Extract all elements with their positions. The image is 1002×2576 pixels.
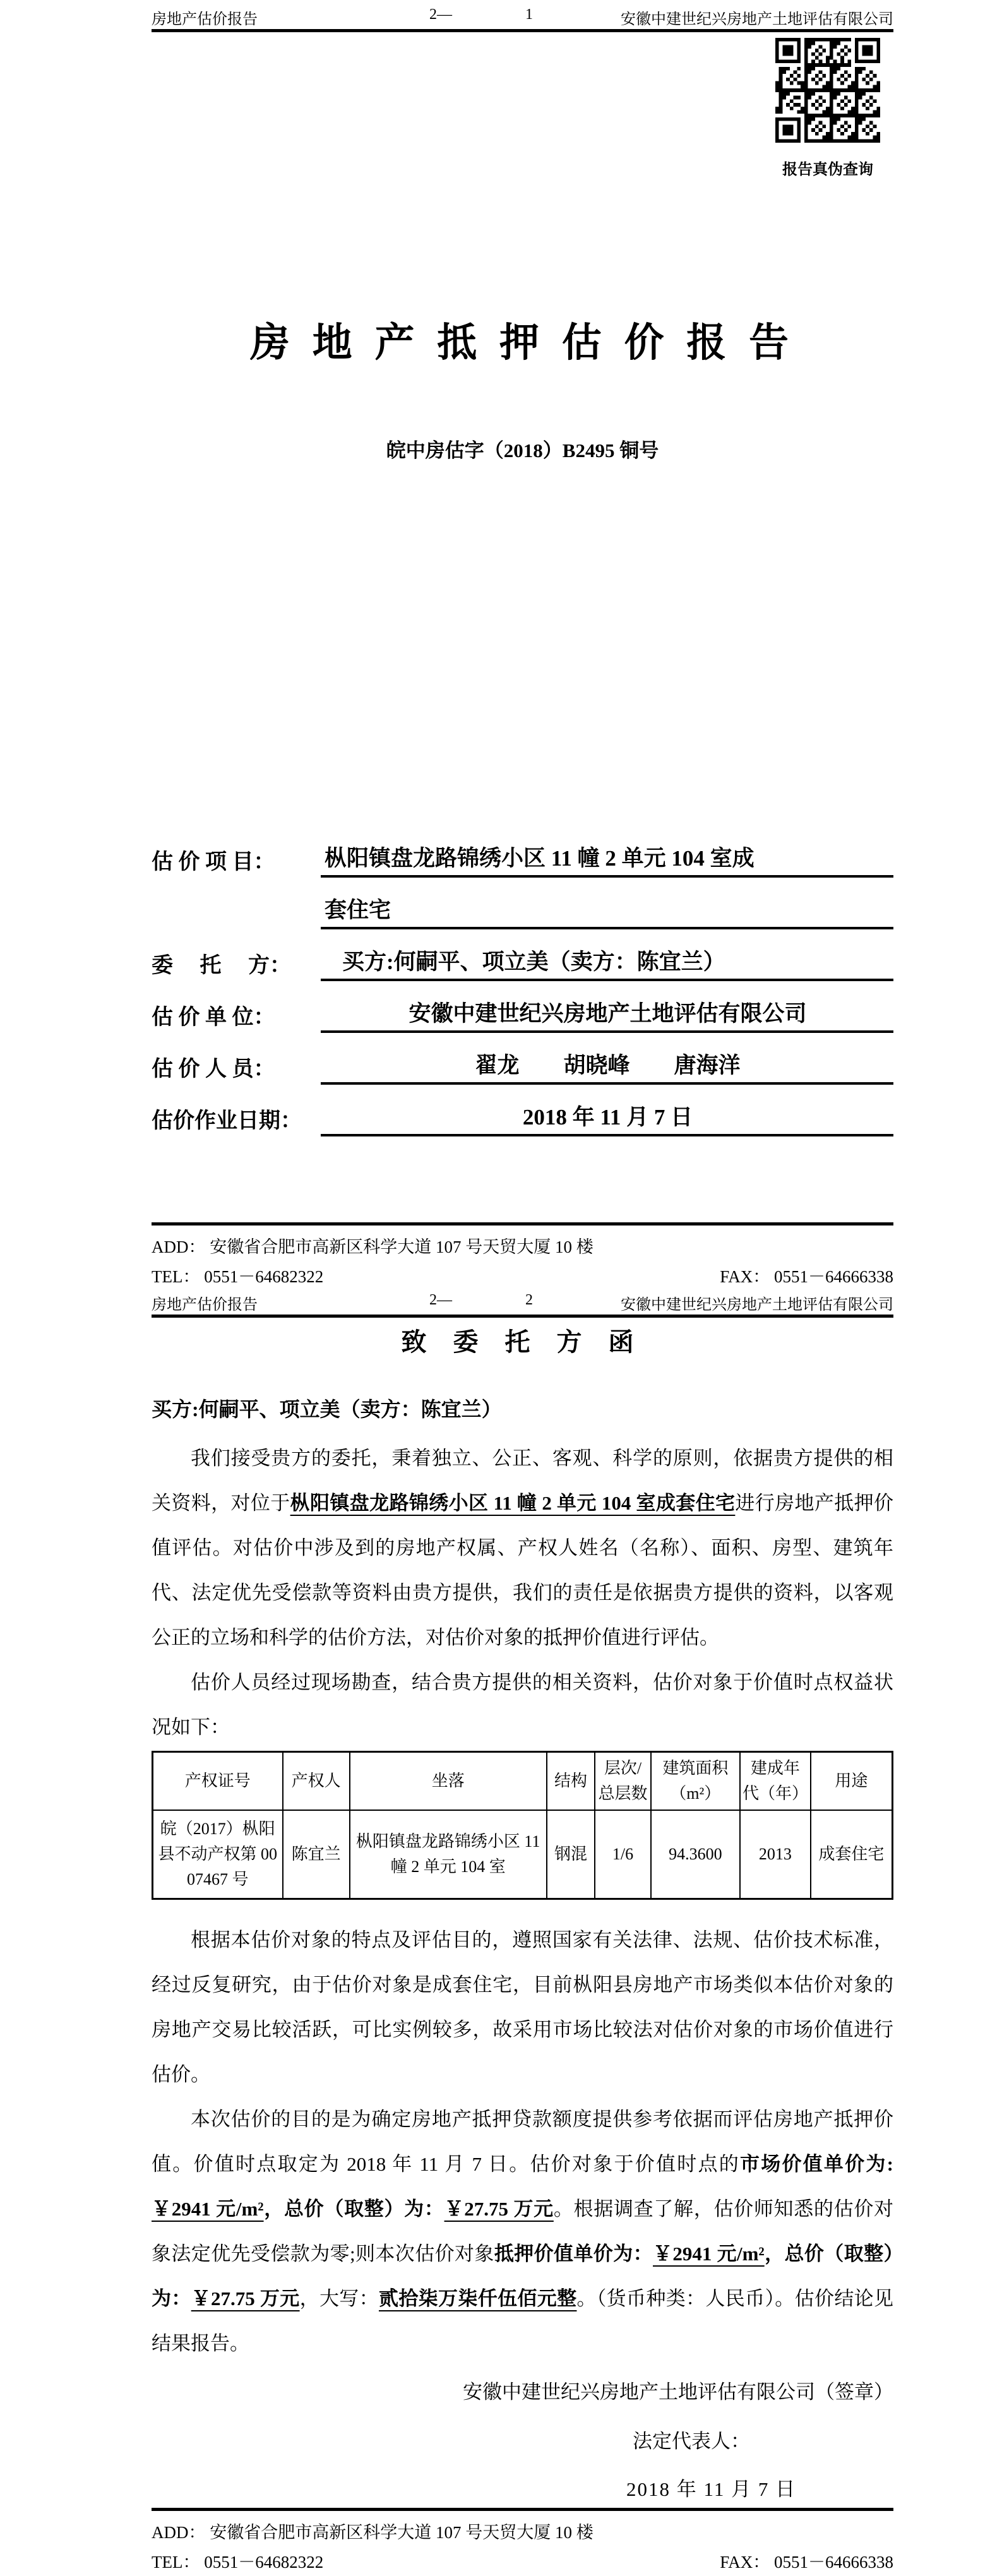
field-row-agency bbox=[152, 981, 893, 1033]
field-label-spacer bbox=[152, 927, 321, 929]
signature-date: 2018 年 11 月 7 日 bbox=[626, 2478, 797, 2500]
header-page-total: 2— bbox=[429, 1292, 452, 1308]
field-row-project-cont bbox=[152, 878, 893, 929]
col-floor: 层次/总层数 bbox=[595, 1752, 650, 1811]
field-value-date: 2018 年 11 月 7 日 bbox=[321, 1100, 893, 1136]
footer-fax: FAX： 0551－64666338 bbox=[720, 2553, 893, 2572]
cell-use: 成套住宅 bbox=[811, 1810, 893, 1899]
qr-caption: 报告真伪查询 bbox=[782, 162, 873, 178]
signature-company: 安徽中建世纪兴房地产土地评估有限公司（签章） bbox=[463, 2381, 893, 2403]
field-row-date bbox=[152, 1085, 893, 1136]
page1-running-footer bbox=[152, 1222, 893, 1287]
cell-structure: 钢混 bbox=[547, 1810, 595, 1899]
field-label-staff: 估 价 人 员： bbox=[152, 1058, 275, 1081]
qr-code bbox=[775, 38, 880, 143]
footer-tel: TEL： 0551－64682322 bbox=[152, 2553, 324, 2572]
cell-floor: 1/6 bbox=[595, 1810, 650, 1899]
paragraph-4: 本次估价的目的是为确定房地产抵押贷款额度提供参考依据而评估房地产抵押价值。价值时点取定为 2018 年 11 月 7 日。估价对象于价值时点的市场价值单价为: ￥2941 元/m²，总价（取整）为：￥27.75 万元。根据调查了解，估价师知悉的估价对象法定优先受偿款为零;则本次估价对象抵押价值单价为：￥2941 元/m²，总价（取整）为：￥27.75 万元，大写：贰拾柒万柒仟伍佰元整。（货币种类：人民币）。估价结论见结果报告。 bbox=[152, 2108, 894, 2354]
field-value-client: 买方:何嗣平、项立美（卖方：陈宜兰） bbox=[321, 945, 893, 981]
cell-owner: 陈宜兰 bbox=[283, 1810, 350, 1899]
property-rights-table bbox=[152, 1751, 893, 1900]
field-row-client bbox=[152, 929, 893, 981]
footer-address: ADD： 安徽省合肥市高新区科学大道 107 号天贸大厦 10 楼 bbox=[152, 2523, 593, 2542]
field-row-project bbox=[152, 826, 893, 878]
field-row-staff bbox=[152, 1033, 893, 1085]
header-doc-type: 房地产估价报告 bbox=[152, 1297, 258, 1313]
signature-legal-rep: 法定代表人： bbox=[633, 2430, 750, 2452]
header-company-name: 安徽中建世纪兴房地产土地评估有限公司 bbox=[621, 1297, 893, 1313]
field-value-project-line2: 套住宅 bbox=[321, 893, 893, 929]
page1-running-header bbox=[152, 6, 893, 32]
cell-location: 枞阳镇盘龙路锦绣小区 11 幢 2 单元 104 室 bbox=[350, 1810, 547, 1899]
field-value-staff: 翟龙 胡晓峰 唐海洋 bbox=[321, 1048, 893, 1085]
cell-year: 2013 bbox=[740, 1810, 811, 1899]
cell-cert-no: 皖（2017）枞阳县不动产权第 0007467 号 bbox=[153, 1810, 283, 1899]
footer-address: ADD： 安徽省合肥市高新区科学大道 107 号天贸大厦 10 楼 bbox=[152, 1237, 593, 1256]
report-number: 皖中房估字（2018）B2495 铜号 bbox=[386, 439, 659, 462]
letter-title: 致 委 托 方 函 bbox=[401, 1328, 644, 1356]
report-title: 房 地 产 抵 押 估 价 报 告 bbox=[250, 321, 795, 365]
field-value-agency: 安徽中建世纪兴房地产土地评估有限公司 bbox=[321, 996, 893, 1033]
col-owner: 产权人 bbox=[283, 1752, 350, 1811]
col-area: 建筑面积（m²） bbox=[651, 1752, 740, 1811]
header-page-number: 1 bbox=[525, 6, 533, 23]
field-value-project-line1: 枞阳镇盘龙路锦绣小区 11 幢 2 单元 104 室成 bbox=[321, 841, 893, 878]
cover-fields bbox=[152, 826, 893, 1136]
letter-body bbox=[152, 1325, 893, 2510]
table-row bbox=[153, 1810, 893, 1899]
cell-area: 94.3600 bbox=[651, 1810, 740, 1899]
header-doc-type: 房地产估价报告 bbox=[152, 11, 258, 28]
header-page-total: 2— bbox=[429, 6, 452, 23]
field-label-agency: 估 价 单 位： bbox=[152, 1006, 275, 1029]
footer-tel: TEL： 0551－64682322 bbox=[152, 1267, 324, 1286]
field-label-client: 委 托 方： bbox=[152, 954, 291, 977]
col-location: 坐落 bbox=[350, 1752, 547, 1811]
footer-fax: FAX： 0551－64666338 bbox=[720, 1267, 893, 1286]
col-cert-no: 产权证号 bbox=[153, 1752, 283, 1811]
header-page-number: 2 bbox=[525, 1292, 533, 1308]
table-header-row bbox=[153, 1752, 893, 1811]
paragraph-3: 根据本估价对象的特点及评估目的，遵照国家有关法律、法规、估价技术标准，经过反复研究，由于估价对象是成套住宅，目前枞阳县房地产市场类似本估价对象的房地产交易比较活跃，可比实例较多，故采用市场比较法对估价对象的市场价值进行估价。 bbox=[152, 1929, 893, 2085]
page2-running-footer bbox=[152, 2508, 893, 2573]
col-year: 建成年代（年） bbox=[740, 1752, 811, 1811]
paragraph-2: 估价人员经过现场勘查，结合贵方提供的相关资料，估价对象于价值时点权益状况如下： bbox=[152, 1671, 893, 1738]
letter-recipient: 买方:何嗣平、项立美（卖方：陈宜兰） bbox=[152, 1398, 502, 1421]
page2-running-header bbox=[152, 1292, 893, 1318]
field-label-date: 估价作业日期： bbox=[152, 1109, 302, 1133]
header-company-name: 安徽中建世纪兴房地产土地评估有限公司 bbox=[621, 11, 893, 28]
qr-block bbox=[775, 38, 880, 179]
paragraph-1: 我们接受贵方的委托，秉着独立、公正、客观、科学的原则，依据贵方提供的相关资料，对位于枞阳镇盘龙路锦绣小区 11 幢 2 单元 104 室成套住宅进行房地产抵押价值评估。对估价中涉及到的房地产权属、产权人姓名（名称）、面积、房型、建筑年代、法定优先受偿款等资料由贵方提供，我们的责任是依据贵方提供的资料，以客观公正的立场和科学的估价方法，对估价对象的抵押价值进行评估。 bbox=[152, 1447, 894, 1649]
col-structure: 结构 bbox=[547, 1752, 595, 1811]
col-use: 用途 bbox=[811, 1752, 893, 1811]
field-label-project: 估 价 项 目： bbox=[152, 850, 275, 874]
